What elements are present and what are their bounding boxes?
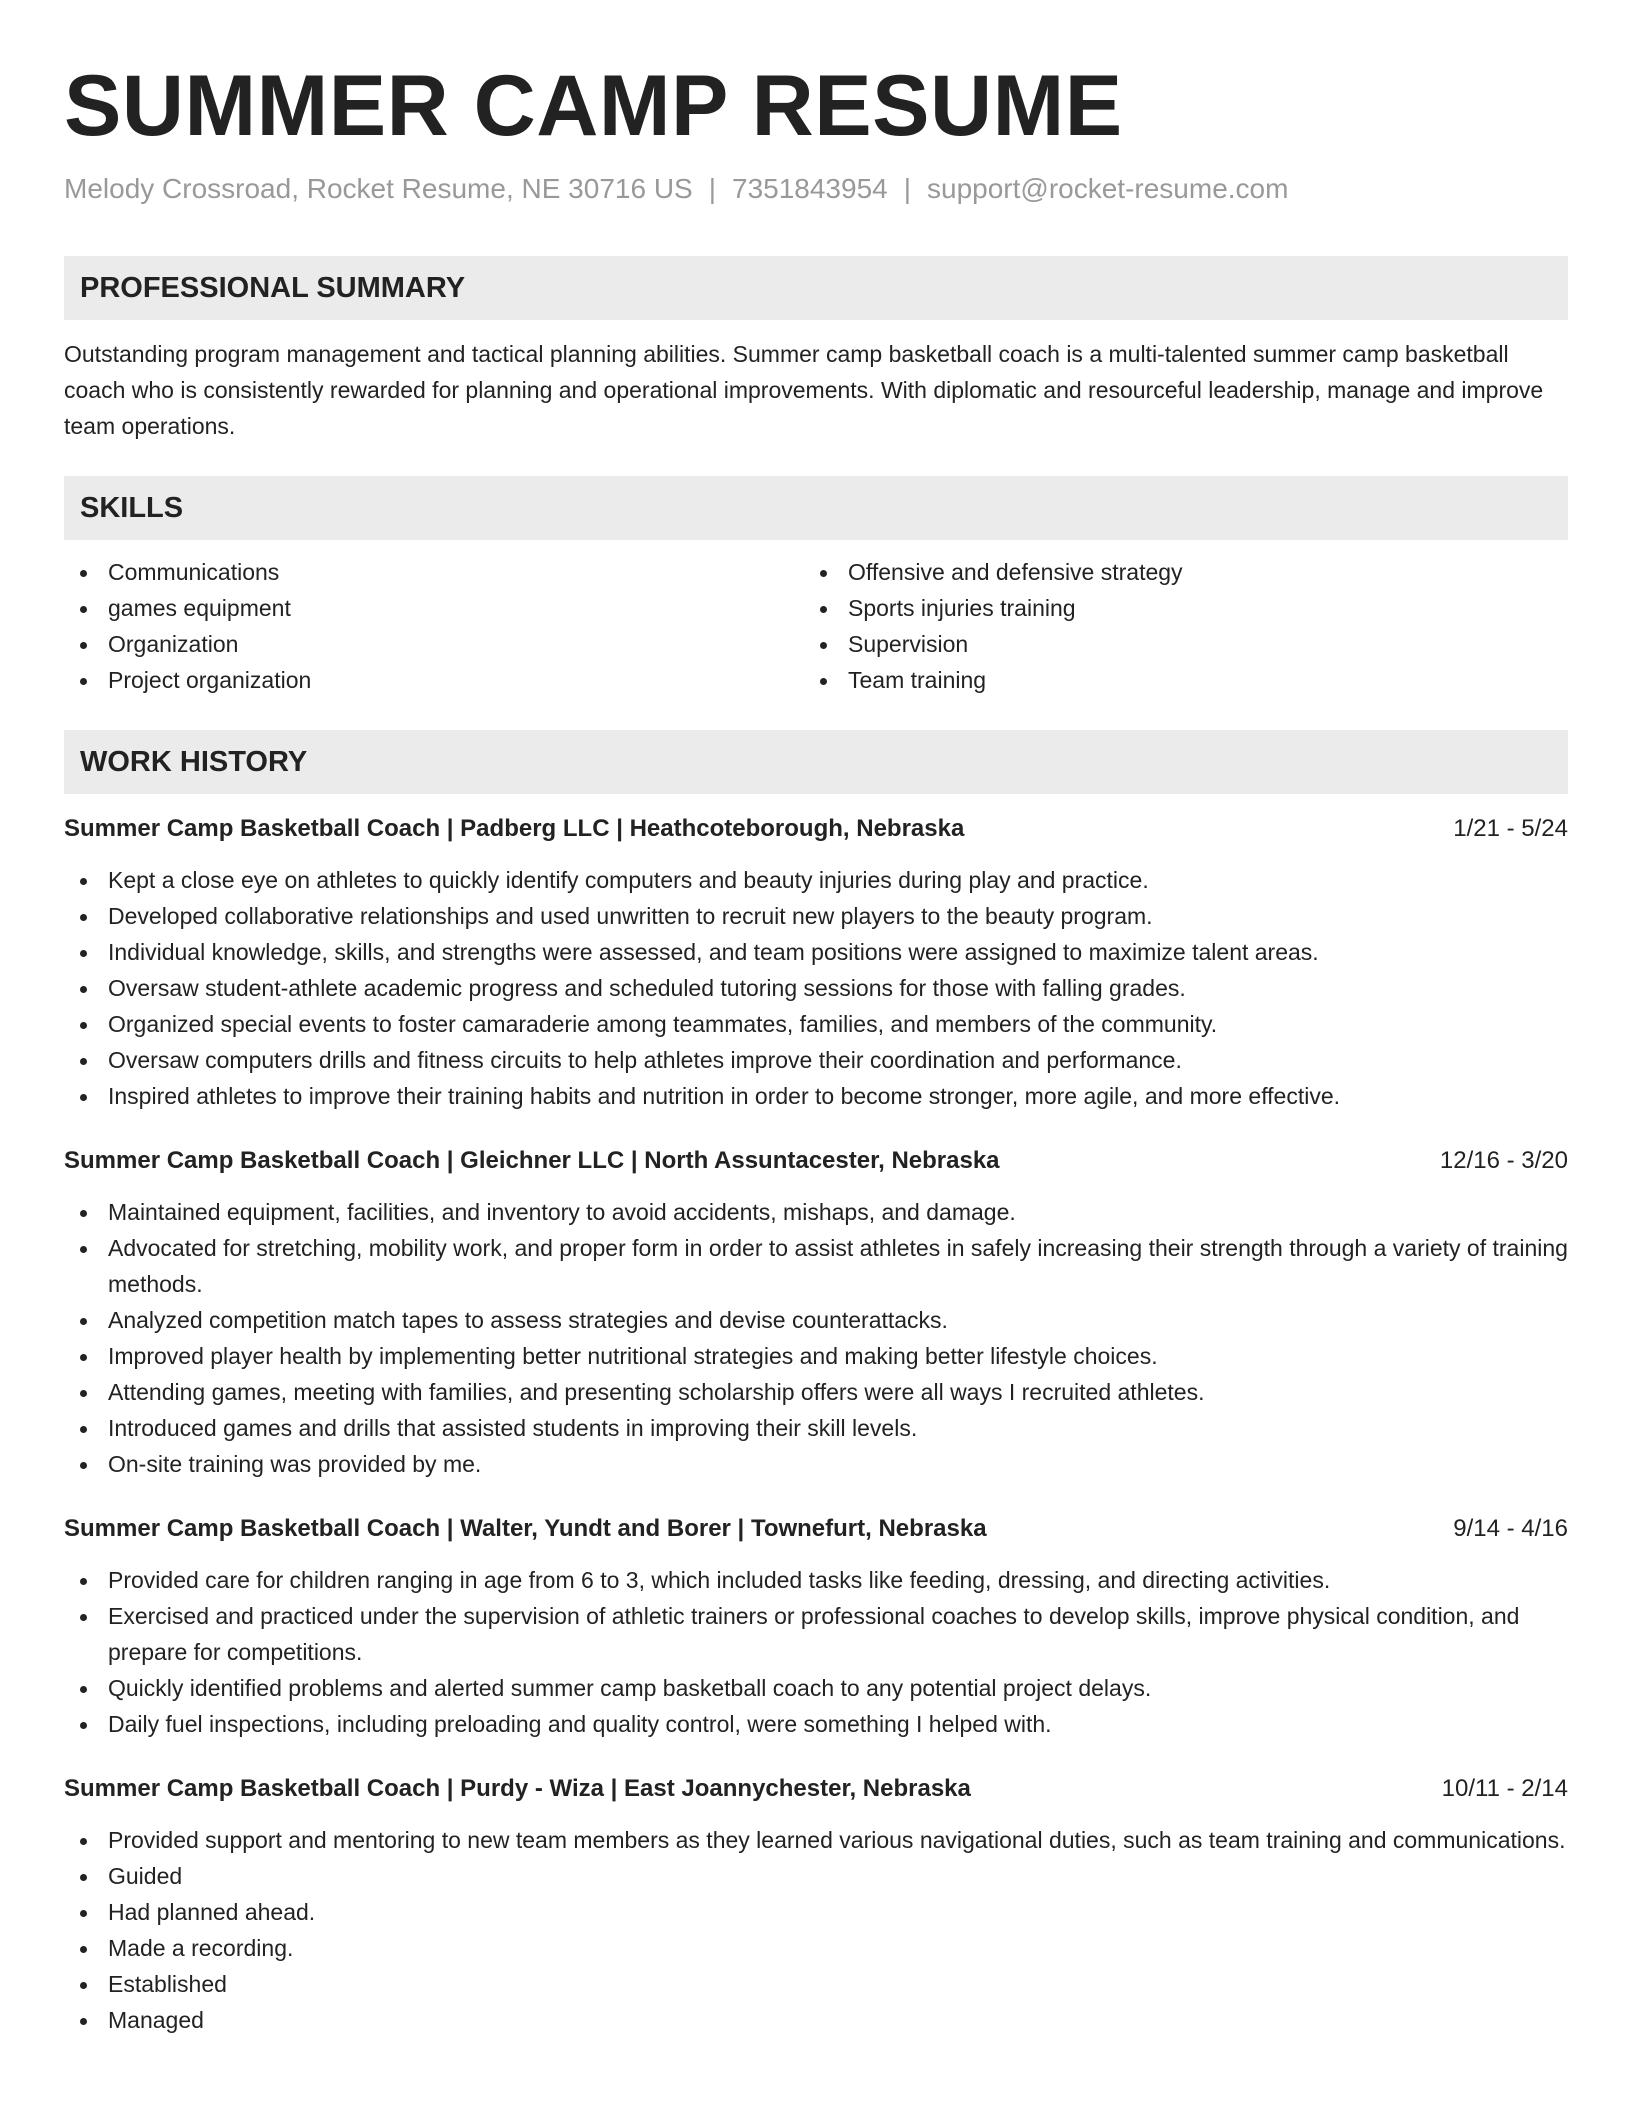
skill-item: Sports injuries training xyxy=(804,590,1544,626)
skill-item: games equipment xyxy=(64,590,804,626)
job-bullet: Kept a close eye on athletes to quickly identify computers and beauty injuries during play and practice. xyxy=(64,862,1568,898)
job-dates: 10/11 - 2/14 xyxy=(1441,1775,1568,1802)
skills-heading: SKILLS xyxy=(64,476,1568,540)
job-dates: 9/14 - 4/16 xyxy=(1453,1515,1568,1542)
job-bullet: Introduced games and drills that assisted students in improving their skill levels. xyxy=(64,1410,1568,1446)
job-header xyxy=(64,1772,1568,1806)
job-bullet: Established xyxy=(64,1966,1568,2002)
job-title: Summer Camp Basketball Coach | Walter, Yundt and Borer | Townefurt, Nebraska xyxy=(64,1515,987,1542)
job-header xyxy=(64,1144,1568,1178)
skill-item: Offensive and defensive strategy xyxy=(804,554,1544,590)
contact-email: support@rocket-resume.com xyxy=(927,173,1289,204)
job-bullets xyxy=(64,862,1568,1114)
job-bullets xyxy=(64,1822,1568,2038)
contact-phone: 7351843954 xyxy=(732,173,888,204)
job-bullet: Analyzed competition match tapes to assess strategies and devise counterattacks. xyxy=(64,1302,1568,1338)
job-bullet: Daily fuel inspections, including preloading and quality control, were something I helped with. xyxy=(64,1706,1568,1742)
job-bullet: Attending games, meeting with families, and presenting scholarship offers were all ways I recruited athletes. xyxy=(64,1374,1568,1410)
job-bullet: Organized special events to foster camaraderie among teammates, families, and members of the community. xyxy=(64,1006,1568,1042)
summary-heading: PROFESSIONAL SUMMARY xyxy=(64,256,1568,320)
job-title: Summer Camp Basketball Coach | Gleichner LLC | North Assuntacester, Nebraska xyxy=(64,1147,1000,1174)
job-entry xyxy=(64,1772,1568,2038)
job-title: Summer Camp Basketball Coach | Purdy - Wiza | East Joannychester, Nebraska xyxy=(64,1775,971,1802)
job-header xyxy=(64,1512,1568,1546)
skill-item: Team training xyxy=(804,662,1544,698)
job-bullet: Provided support and mentoring to new team members as they learned various navigational duties, such as team training and communications. xyxy=(64,1822,1568,1858)
job-bullets xyxy=(64,1562,1568,1742)
job-bullet: Inspired athletes to improve their training habits and nutrition in order to become stronger, more agile, and more effective. xyxy=(64,1078,1568,1114)
skills-column-left xyxy=(64,554,804,698)
skills-column-right xyxy=(804,554,1544,698)
job-bullet: On-site training was provided by me. xyxy=(64,1446,1568,1482)
job-entry xyxy=(64,1512,1568,1742)
summary-text: Outstanding program management and tactical planning abilities. Summer camp basketball coach is a multi-talented summer camp basketball coach who is consistently rewarded for planning and operational improvements. With diplomatic and resourceful leadership, manage and improve team operations. xyxy=(64,341,1544,439)
contact-address: Melody Crossroad, Rocket Resume, NE 30716 US xyxy=(64,173,693,204)
resume-title: SUMMER CAMP RESUME xyxy=(64,58,1123,154)
job-bullet: Made a recording. xyxy=(64,1930,1568,1966)
job-bullet: Exercised and practiced under the supervision of athletic trainers or professional coaches to develop skills, improve physical condition, and prepare for competitions. xyxy=(64,1598,1568,1670)
job-dates: 12/16 - 3/20 xyxy=(1439,1147,1568,1174)
job-entry xyxy=(64,812,1568,1114)
skill-item: Supervision xyxy=(804,626,1544,662)
contact-line xyxy=(64,172,1568,206)
job-title: Summer Camp Basketball Coach | Padberg LLC | Heathcoteborough, Nebraska xyxy=(64,815,965,842)
job-entry xyxy=(64,1144,1568,1482)
job-dates: 1/21 - 5/24 xyxy=(1453,815,1568,842)
work-history-heading: WORK HISTORY xyxy=(64,730,1568,794)
job-header xyxy=(64,812,1568,846)
job-bullet: Individual knowledge, skills, and strengths were assessed, and team positions were assigned to maximize talent areas. xyxy=(64,934,1568,970)
job-bullet: Improved player health by implementing better nutritional strategies and making better lifestyle choices. xyxy=(64,1338,1568,1374)
skill-item: Communications xyxy=(64,554,804,590)
skills-list xyxy=(64,554,1568,698)
job-bullet: Oversaw student-athlete academic progress and scheduled tutoring sessions for those with falling grades. xyxy=(64,970,1568,1006)
job-bullet: Provided care for children ranging in age from 6 to 3, which included tasks like feeding, dressing, and directing activities. xyxy=(64,1562,1568,1598)
contact-separator: | xyxy=(903,173,912,204)
job-bullet: Guided xyxy=(64,1858,1568,1894)
job-bullet: Advocated for stretching, mobility work, and proper form in order to assist athletes in safely increasing their strength through a variety of training methods. xyxy=(64,1230,1568,1302)
job-bullets xyxy=(64,1194,1568,1482)
job-bullet: Maintained equipment, facilities, and inventory to avoid accidents, mishaps, and damage. xyxy=(64,1194,1568,1230)
job-bullet: Quickly identified problems and alerted summer camp basketball coach to any potential project delays. xyxy=(64,1670,1568,1706)
skill-item: Project organization xyxy=(64,662,804,698)
skill-item: Organization xyxy=(64,626,804,662)
contact-separator: | xyxy=(708,173,716,204)
job-bullet: Had planned ahead. xyxy=(64,1894,1568,1930)
job-bullet: Managed xyxy=(64,2002,1568,2038)
job-bullet: Oversaw computers drills and fitness circuits to help athletes improve their coordination and performance. xyxy=(64,1042,1568,1078)
job-bullet: Developed collaborative relationships and used unwritten to recruit new players to the beauty program. xyxy=(64,898,1568,934)
